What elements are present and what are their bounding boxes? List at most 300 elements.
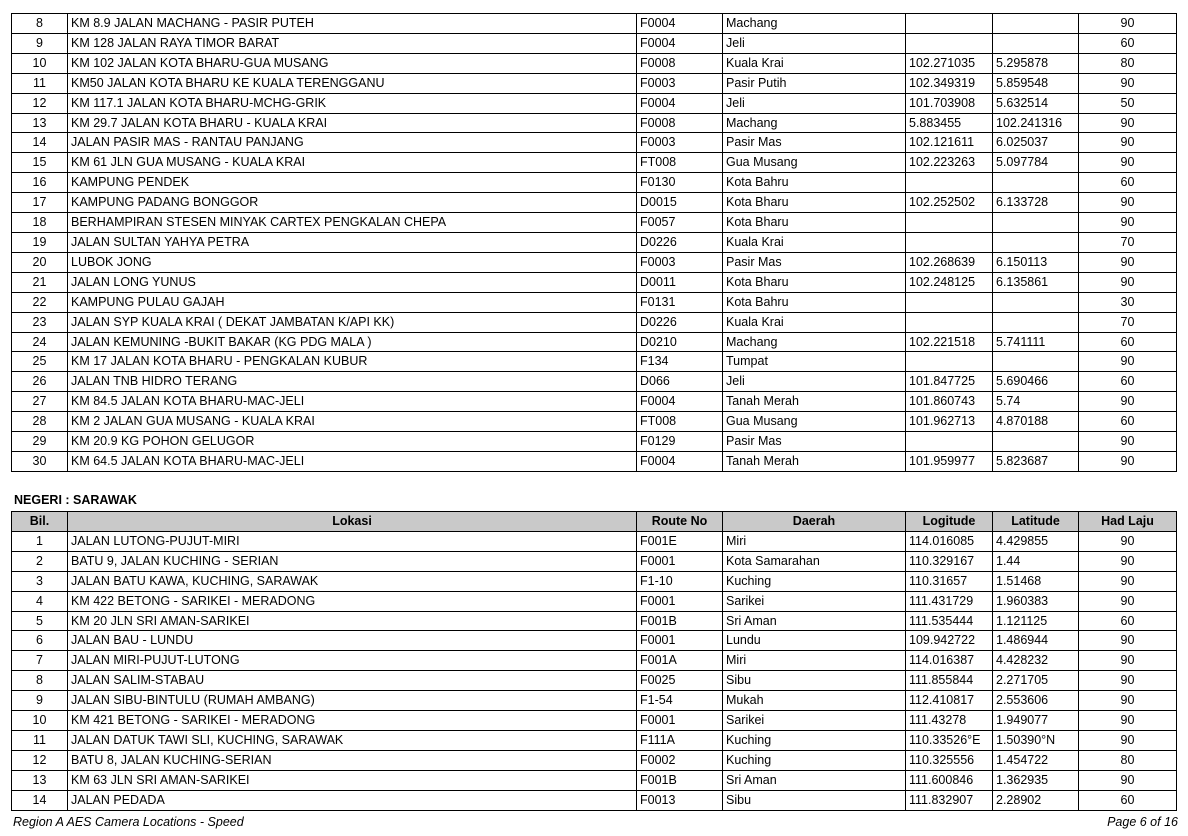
table-row <box>12 770 1177 790</box>
cell-longitude: 101.703908 <box>906 93 993 113</box>
table-row <box>12 432 1177 452</box>
cell-had-laju: 60 <box>1079 790 1177 810</box>
cell-bil: 12 <box>12 93 68 113</box>
cell-latitude: 5.741111 <box>993 332 1079 352</box>
cell-longitude <box>906 432 993 452</box>
cell-daerah: Kuching <box>723 750 906 770</box>
cell-longitude: 101.959977 <box>906 451 993 471</box>
cell-had-laju: 90 <box>1079 213 1177 233</box>
cell-latitude: 1.50390°N <box>993 730 1079 750</box>
cell-bil: 17 <box>12 193 68 213</box>
cell-bil: 21 <box>12 272 68 292</box>
cell-route-no: D0226 <box>637 312 723 332</box>
cell-longitude: 102.271035 <box>906 53 993 73</box>
table-row <box>12 531 1177 551</box>
cell-bil: 1 <box>12 531 68 551</box>
cell-bil: 6 <box>12 631 68 651</box>
cell-daerah: Machang <box>723 332 906 352</box>
table-row <box>12 412 1177 432</box>
cell-route-no: D0226 <box>637 232 723 252</box>
cell-had-laju: 90 <box>1079 193 1177 213</box>
cell-longitude <box>906 352 993 372</box>
cell-route-no: F0003 <box>637 252 723 272</box>
cell-route-no: F0001 <box>637 711 723 731</box>
cell-lokasi: JALAN SALIM-STABAU <box>68 671 637 691</box>
cell-latitude: 1.949077 <box>993 711 1079 731</box>
cell-bil: 14 <box>12 133 68 153</box>
cell-route-no: F0131 <box>637 292 723 312</box>
table-header-row <box>12 512 1177 532</box>
cell-daerah: Lundu <box>723 631 906 651</box>
cell-daerah: Pasir Putih <box>723 73 906 93</box>
cell-had-laju: 60 <box>1079 611 1177 631</box>
cell-daerah: Kota Bharu <box>723 193 906 213</box>
cell-had-laju: 90 <box>1079 352 1177 372</box>
table-row <box>12 153 1177 173</box>
table-row <box>12 750 1177 770</box>
cell-bil: 26 <box>12 372 68 392</box>
cell-lokasi: KM 17 JALAN KOTA BHARU - PENGKALAN KUBUR <box>68 352 637 372</box>
cell-bil: 8 <box>12 671 68 691</box>
table-row <box>12 113 1177 133</box>
cell-longitude: 111.43278 <box>906 711 993 731</box>
cell-longitude: 5.883455 <box>906 113 993 133</box>
cell-latitude: 1.960383 <box>993 591 1079 611</box>
cell-bil: 16 <box>12 173 68 193</box>
cell-daerah: Jeli <box>723 33 906 53</box>
cell-latitude: 1.51468 <box>993 571 1079 591</box>
cell-had-laju: 90 <box>1079 711 1177 731</box>
cell-longitude <box>906 14 993 34</box>
cell-lokasi: JALAN SULTAN YAHYA PETRA <box>68 232 637 252</box>
cell-bil: 18 <box>12 213 68 233</box>
cell-daerah: Kuala Krai <box>723 53 906 73</box>
cell-route-no: F0001 <box>637 591 723 611</box>
cell-daerah: Sarikei <box>723 711 906 731</box>
cell-route-no: D066 <box>637 372 723 392</box>
cell-bil: 12 <box>12 750 68 770</box>
cell-bil: 10 <box>12 711 68 731</box>
header-had-laju: Had Laju <box>1079 512 1177 532</box>
cell-daerah: Tumpat <box>723 352 906 372</box>
cell-route-no: F0003 <box>637 133 723 153</box>
cell-had-laju: 80 <box>1079 750 1177 770</box>
table-row <box>12 392 1177 412</box>
cell-latitude: 6.135861 <box>993 272 1079 292</box>
table-row <box>12 332 1177 352</box>
cell-route-no: F001E <box>637 531 723 551</box>
table-row <box>12 33 1177 53</box>
cell-lokasi: KM 61 JLN GUA MUSANG - KUALA KRAI <box>68 153 637 173</box>
table-row <box>12 711 1177 731</box>
table-row <box>12 272 1177 292</box>
cell-lokasi: BERHAMPIRAN STESEN MINYAK CARTEX PENGKALAN CHEPA <box>68 213 637 233</box>
cell-had-laju: 60 <box>1079 332 1177 352</box>
table-row <box>12 591 1177 611</box>
cell-route-no: F0057 <box>637 213 723 233</box>
cell-route-no: F0013 <box>637 790 723 810</box>
cell-latitude: 5.097784 <box>993 153 1079 173</box>
cell-bil: 22 <box>12 292 68 312</box>
cell-had-laju: 70 <box>1079 232 1177 252</box>
cell-lokasi: KM 422 BETONG - SARIKEI - MERADONG <box>68 591 637 611</box>
cell-latitude: 5.823687 <box>993 451 1079 471</box>
cell-bil: 8 <box>12 14 68 34</box>
cell-lokasi: JALAN MIRI-PUJUT-LUTONG <box>68 651 637 671</box>
cell-daerah: Sri Aman <box>723 611 906 631</box>
cell-longitude: 110.33526°E <box>906 730 993 750</box>
table-row <box>12 691 1177 711</box>
cell-lokasi: JALAN PEDADA <box>68 790 637 810</box>
cell-had-laju: 90 <box>1079 651 1177 671</box>
cell-longitude: 111.600846 <box>906 770 993 790</box>
cell-daerah: Machang <box>723 113 906 133</box>
cell-lokasi: KM 84.5 JALAN KOTA BHARU-MAC-JELI <box>68 392 637 412</box>
cell-latitude <box>993 213 1079 233</box>
cell-lokasi: JALAN DATUK TAWI SLI, KUCHING, SARAWAK <box>68 730 637 750</box>
cell-had-laju: 60 <box>1079 33 1177 53</box>
cell-latitude <box>993 232 1079 252</box>
cell-had-laju: 50 <box>1079 93 1177 113</box>
cell-lokasi: JALAN BATU KAWA, KUCHING, SARAWAK <box>68 571 637 591</box>
cell-longitude <box>906 33 993 53</box>
cell-longitude: 102.252502 <box>906 193 993 213</box>
table-row <box>12 133 1177 153</box>
cell-lokasi: KAMPUNG PENDEK <box>68 173 637 193</box>
cell-lokasi: KM 63 JLN SRI AMAN-SARIKEI <box>68 770 637 790</box>
cell-had-laju: 90 <box>1079 671 1177 691</box>
cell-bil: 9 <box>12 33 68 53</box>
cell-had-laju: 90 <box>1079 113 1177 133</box>
cell-had-laju: 90 <box>1079 531 1177 551</box>
cell-had-laju: 90 <box>1079 252 1177 272</box>
footer-title: Region A AES Camera Locations - Speed <box>13 815 244 829</box>
cell-route-no: F001A <box>637 651 723 671</box>
cell-bil: 19 <box>12 232 68 252</box>
sarawak-table <box>11 511 1177 811</box>
cell-had-laju: 90 <box>1079 770 1177 790</box>
cell-bil: 4 <box>12 591 68 611</box>
table-row <box>12 571 1177 591</box>
cell-latitude <box>993 292 1079 312</box>
cell-bil: 11 <box>12 73 68 93</box>
sarawak-table-body <box>12 531 1177 810</box>
cell-route-no: F0004 <box>637 93 723 113</box>
cell-daerah: Gua Musang <box>723 412 906 432</box>
cell-daerah: Sarikei <box>723 591 906 611</box>
cell-bil: 29 <box>12 432 68 452</box>
cell-latitude: 4.429855 <box>993 531 1079 551</box>
cell-daerah: Tanah Merah <box>723 392 906 412</box>
cell-had-laju: 60 <box>1079 173 1177 193</box>
cell-longitude <box>906 213 993 233</box>
cell-route-no: F0008 <box>637 53 723 73</box>
table-row <box>12 312 1177 332</box>
cell-bil: 24 <box>12 332 68 352</box>
table-row <box>12 252 1177 272</box>
cell-longitude: 102.248125 <box>906 272 993 292</box>
cell-latitude: 2.271705 <box>993 671 1079 691</box>
cell-lokasi: KM 8.9 JALAN MACHANG - PASIR PUTEH <box>68 14 637 34</box>
cell-daerah: Miri <box>723 531 906 551</box>
state-heading: NEGERI : SARAWAK <box>14 493 137 507</box>
cell-bil: 23 <box>12 312 68 332</box>
cell-lokasi: JALAN PASIR MAS - RANTAU PANJANG <box>68 133 637 153</box>
cell-route-no: F134 <box>637 352 723 372</box>
cell-lokasi: KM 29.7 JALAN KOTA BHARU - KUALA KRAI <box>68 113 637 133</box>
table-row <box>12 93 1177 113</box>
cell-longitude <box>906 173 993 193</box>
cell-latitude: 102.241316 <box>993 113 1079 133</box>
cell-route-no: F0004 <box>637 451 723 471</box>
cell-had-laju: 90 <box>1079 451 1177 471</box>
cell-longitude: 102.268639 <box>906 252 993 272</box>
cell-lokasi: JALAN SIBU-BINTULU (RUMAH AMBANG) <box>68 691 637 711</box>
cell-bil: 25 <box>12 352 68 372</box>
cell-daerah: Pasir Mas <box>723 133 906 153</box>
cell-bil: 20 <box>12 252 68 272</box>
table-row <box>12 14 1177 34</box>
cell-lokasi: JALAN LONG YUNUS <box>68 272 637 292</box>
cell-longitude <box>906 232 993 252</box>
table-row <box>12 213 1177 233</box>
table-row <box>12 631 1177 651</box>
cell-daerah: Kota Samarahan <box>723 551 906 571</box>
cell-lokasi: KM 20 JLN SRI AMAN-SARIKEI <box>68 611 637 631</box>
cell-daerah: Miri <box>723 651 906 671</box>
cell-longitude <box>906 312 993 332</box>
cell-route-no: F0129 <box>637 432 723 452</box>
table-row <box>12 232 1177 252</box>
table-row <box>12 451 1177 471</box>
header-daerah: Daerah <box>723 512 906 532</box>
cell-route-no: F0004 <box>637 392 723 412</box>
cell-lokasi: KM 421 BETONG - SARIKEI - MERADONG <box>68 711 637 731</box>
cell-longitude: 102.121611 <box>906 133 993 153</box>
cell-lokasi: JALAN LUTONG-PUJUT-MIRI <box>68 531 637 551</box>
cell-latitude: 2.28902 <box>993 790 1079 810</box>
cell-lokasi: KM 64.5 JALAN KOTA BHARU-MAC-JELI <box>68 451 637 471</box>
cell-daerah: Kuching <box>723 730 906 750</box>
cell-bil: 13 <box>12 770 68 790</box>
cell-latitude: 2.553606 <box>993 691 1079 711</box>
cell-lokasi: BATU 9, JALAN KUCHING - SERIAN <box>68 551 637 571</box>
cell-longitude: 109.942722 <box>906 631 993 651</box>
cell-longitude: 101.847725 <box>906 372 993 392</box>
cell-lokasi: JALAN SYP KUALA KRAI ( DEKAT JAMBATAN K/API KK) <box>68 312 637 332</box>
cell-longitude: 111.431729 <box>906 591 993 611</box>
cell-bil: 28 <box>12 412 68 432</box>
cell-had-laju: 90 <box>1079 571 1177 591</box>
cell-longitude: 111.855844 <box>906 671 993 691</box>
cell-bil: 14 <box>12 790 68 810</box>
cell-had-laju: 90 <box>1079 730 1177 750</box>
cell-bil: 7 <box>12 651 68 671</box>
cell-latitude: 1.44 <box>993 551 1079 571</box>
cell-longitude: 102.223263 <box>906 153 993 173</box>
cell-latitude: 1.362935 <box>993 770 1079 790</box>
table-row <box>12 53 1177 73</box>
cell-had-laju: 90 <box>1079 272 1177 292</box>
table-row <box>12 611 1177 631</box>
cell-latitude: 1.454722 <box>993 750 1079 770</box>
cell-lokasi: KM 20.9 KG POHON GELUGOR <box>68 432 637 452</box>
cell-bil: 3 <box>12 571 68 591</box>
cell-route-no: F0001 <box>637 551 723 571</box>
cell-longitude: 102.221518 <box>906 332 993 352</box>
cell-had-laju: 90 <box>1079 153 1177 173</box>
cell-had-laju: 70 <box>1079 312 1177 332</box>
cell-bil: 5 <box>12 611 68 631</box>
cell-latitude <box>993 14 1079 34</box>
table-row <box>12 73 1177 93</box>
cell-had-laju: 90 <box>1079 551 1177 571</box>
cell-daerah: Kota Bahru <box>723 292 906 312</box>
header-logitude: Logitude <box>906 512 993 532</box>
cell-longitude: 101.860743 <box>906 392 993 412</box>
cell-route-no: F0130 <box>637 173 723 193</box>
cell-daerah: Pasir Mas <box>723 252 906 272</box>
cell-lokasi: JALAN TNB HIDRO TERANG <box>68 372 637 392</box>
cell-longitude: 110.329167 <box>906 551 993 571</box>
cell-had-laju: 90 <box>1079 591 1177 611</box>
cell-latitude <box>993 312 1079 332</box>
cell-route-no: F111A <box>637 730 723 750</box>
cell-latitude: 6.025037 <box>993 133 1079 153</box>
cell-lokasi: KAMPUNG PULAU GAJAH <box>68 292 637 312</box>
cell-route-no: FT008 <box>637 153 723 173</box>
cell-latitude: 4.428232 <box>993 651 1079 671</box>
cell-longitude: 101.962713 <box>906 412 993 432</box>
cell-route-no: FT008 <box>637 412 723 432</box>
table-row <box>12 790 1177 810</box>
cell-daerah: Sibu <box>723 671 906 691</box>
cell-latitude: 5.295878 <box>993 53 1079 73</box>
cell-bil: 11 <box>12 730 68 750</box>
cell-route-no: F0003 <box>637 73 723 93</box>
cell-latitude <box>993 33 1079 53</box>
table-row <box>12 651 1177 671</box>
cell-route-no: F1-54 <box>637 691 723 711</box>
cell-daerah: Sri Aman <box>723 770 906 790</box>
cell-lokasi: JALAN BAU - LUNDU <box>68 631 637 651</box>
cell-latitude: 6.150113 <box>993 252 1079 272</box>
cell-had-laju: 90 <box>1079 631 1177 651</box>
cell-route-no: F0002 <box>637 750 723 770</box>
cell-longitude: 111.832907 <box>906 790 993 810</box>
cell-latitude: 1.486944 <box>993 631 1079 651</box>
cell-bil: 27 <box>12 392 68 412</box>
cell-daerah: Pasir Mas <box>723 432 906 452</box>
table-row <box>12 352 1177 372</box>
cell-daerah: Kuala Krai <box>723 232 906 252</box>
cell-bil: 13 <box>12 113 68 133</box>
table-row <box>12 730 1177 750</box>
table-row <box>12 372 1177 392</box>
cell-daerah: Kuching <box>723 571 906 591</box>
cell-longitude: 114.016085 <box>906 531 993 551</box>
cell-had-laju: 60 <box>1079 412 1177 432</box>
cell-route-no: F0004 <box>637 14 723 34</box>
cell-had-laju: 90 <box>1079 133 1177 153</box>
header-latitude: Latitude <box>993 512 1079 532</box>
cell-latitude <box>993 173 1079 193</box>
cell-daerah: Jeli <box>723 93 906 113</box>
kelantan-table <box>11 13 1177 472</box>
cell-latitude: 5.859548 <box>993 73 1079 93</box>
cell-longitude: 112.410817 <box>906 691 993 711</box>
cell-had-laju: 80 <box>1079 53 1177 73</box>
table-row <box>12 671 1177 691</box>
cell-bil: 2 <box>12 551 68 571</box>
cell-had-laju: 30 <box>1079 292 1177 312</box>
cell-lokasi: KM 117.1 JALAN KOTA BHARU-MCHG-GRIK <box>68 93 637 113</box>
cell-route-no: F001B <box>637 770 723 790</box>
cell-route-no: D0011 <box>637 272 723 292</box>
cell-latitude: 5.74 <box>993 392 1079 412</box>
cell-lokasi: BATU 8, JALAN KUCHING-SERIAN <box>68 750 637 770</box>
cell-bil: 9 <box>12 691 68 711</box>
cell-had-laju: 90 <box>1079 14 1177 34</box>
cell-longitude: 102.349319 <box>906 73 993 93</box>
header-lokasi: Lokasi <box>68 512 637 532</box>
cell-lokasi: KAMPUNG PADANG BONGGOR <box>68 193 637 213</box>
cell-latitude: 5.632514 <box>993 93 1079 113</box>
cell-route-no: F0001 <box>637 631 723 651</box>
cell-daerah: Jeli <box>723 372 906 392</box>
cell-latitude: 4.870188 <box>993 412 1079 432</box>
cell-had-laju: 60 <box>1079 372 1177 392</box>
cell-lokasi: KM 2 JALAN GUA MUSANG - KUALA KRAI <box>68 412 637 432</box>
cell-lokasi: LUBOK JONG <box>68 252 637 272</box>
cell-daerah: Kota Bharu <box>723 213 906 233</box>
header-route-no: Route No <box>637 512 723 532</box>
cell-longitude: 111.535444 <box>906 611 993 631</box>
cell-had-laju: 90 <box>1079 432 1177 452</box>
cell-had-laju: 90 <box>1079 73 1177 93</box>
cell-longitude: 110.325556 <box>906 750 993 770</box>
cell-daerah: Tanah Merah <box>723 451 906 471</box>
footer-page-number: Page 6 of 16 <box>1107 815 1178 829</box>
cell-bil: 10 <box>12 53 68 73</box>
cell-longitude <box>906 292 993 312</box>
cell-lokasi: JALAN KEMUNING -BUKIT BAKAR (KG PDG MALA ) <box>68 332 637 352</box>
cell-route-no: F0008 <box>637 113 723 133</box>
cell-latitude: 6.133728 <box>993 193 1079 213</box>
cell-route-no: F0025 <box>637 671 723 691</box>
cell-daerah: Machang <box>723 14 906 34</box>
header-bil: Bil. <box>12 512 68 532</box>
cell-daerah: Sibu <box>723 790 906 810</box>
cell-daerah: Kuala Krai <box>723 312 906 332</box>
table-row <box>12 292 1177 312</box>
cell-route-no: F001B <box>637 611 723 631</box>
cell-latitude: 5.690466 <box>993 372 1079 392</box>
cell-bil: 30 <box>12 451 68 471</box>
cell-latitude <box>993 432 1079 452</box>
cell-daerah: Kota Bharu <box>723 272 906 292</box>
cell-daerah: Kota Bahru <box>723 173 906 193</box>
cell-route-no: F0004 <box>637 33 723 53</box>
cell-lokasi: KM50 JALAN KOTA BHARU KE KUALA TERENGGANU <box>68 73 637 93</box>
table-row <box>12 193 1177 213</box>
cell-lokasi: KM 102 JALAN KOTA BHARU-GUA MUSANG <box>68 53 637 73</box>
cell-route-no: D0210 <box>637 332 723 352</box>
cell-route-no: F1-10 <box>637 571 723 591</box>
cell-longitude: 114.016387 <box>906 651 993 671</box>
kelantan-table-body <box>12 14 1177 472</box>
table-row <box>12 551 1177 571</box>
